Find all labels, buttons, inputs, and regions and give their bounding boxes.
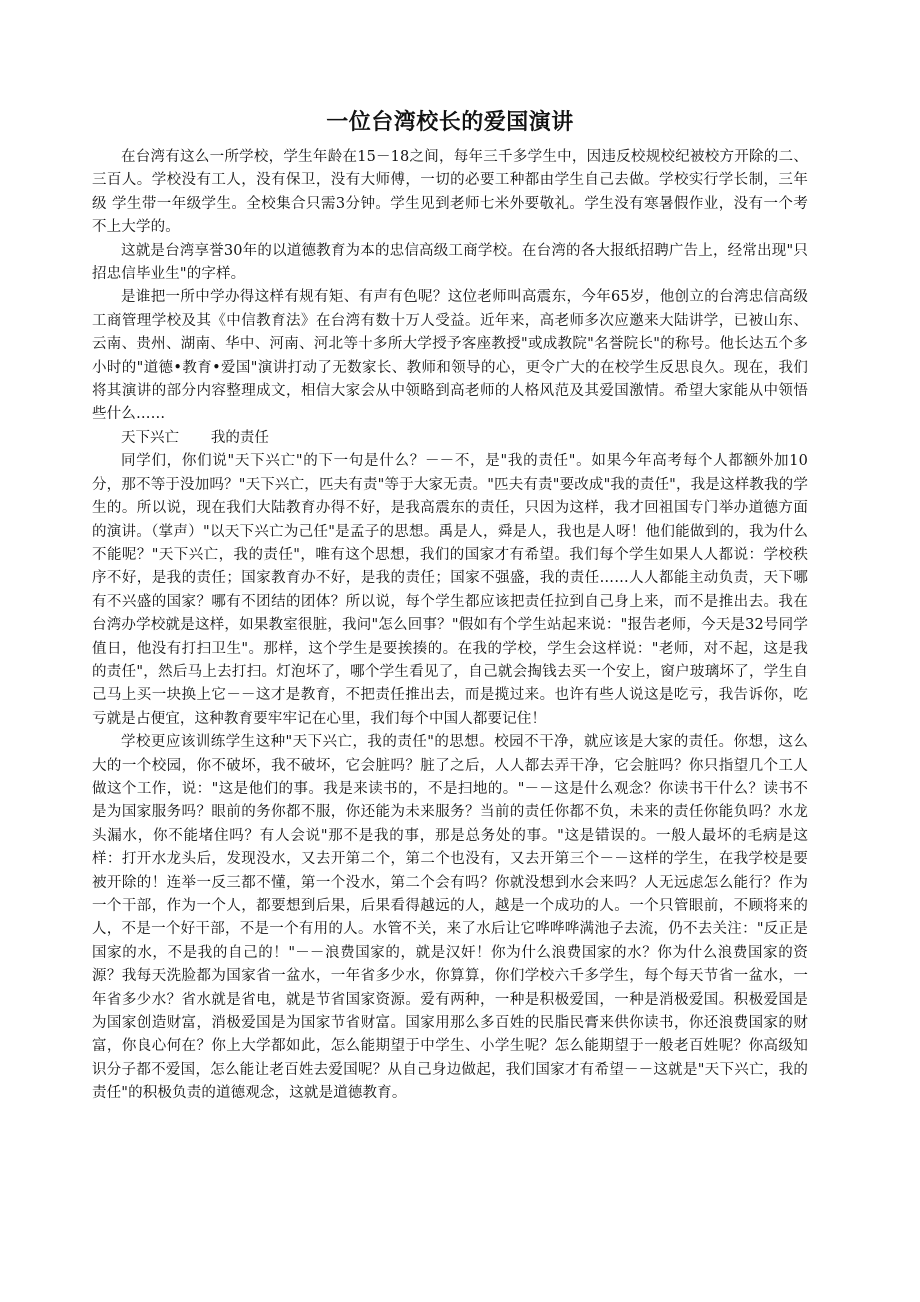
section-heading-right: 我的责任 bbox=[210, 429, 269, 446]
section-heading-left: 天下兴亡 bbox=[121, 429, 179, 446]
paragraph-speech-school-training: 学校更应该训练学生这种"天下兴亡，我的责任"的思想。校园不干净，就应该是大家的责任。你想，这么大的一个校园，你不破坏，我不破坏，它会脏吗？脏了之后，人人都去弄干净，它会脏吗？你只指望几个工人做这个工作，说："这是他们的事。我是来读书的，不是扫地的。"－－这是什么观念？你读书干什么？读书不是为国家服务吗？眼前的务你都不服，你还能为未来服务？当前的责任你都不负，未来的责任你能负吗？水龙头漏水，你不能堵住吗？有人会说"那不是我的事，那是总务处的事。"这是错误的。一般人最坏的毛病是这样：打开水龙头后，发现没水，又去开第二个，第二个也没有，又去开第三个－－这样的学生，在我学校是要被开除的！连举一反三都不懂，第一个没水，第二个会有吗？你就没想到水会来吗？人无远虑怎么能行？作为一个干部，作为一个人，都要想到后果，后果看得越远的人，越是一个成功的人。一个只管眼前，不顾将来的人，不是一个好干部，不是一个有用的人。水管不关，来了水后让它哗哗哗满池子去流，仍不去关注："反正是国家的水，不是我的自己的！"－－浪费国家的，就是汉奸！你为什么浪费国家的水？你为什么浪费国家的资源？我每天洗脸都为国家省一盆水，一年省多少水，你算算，你们学校六千多学生，每个每天节省一盆水，一年省多少水？省水就是省电，就是节省国家资源。爱有两种，一种是积极爱国，一种是消极爱国。积极爱国是为国家创造财富，消极爱国是为国家节省财富。国家用那么多百姓的民脂民膏来供你读书，你还浪费国家的财富，你良心何在？你上大学都如此，怎么能期望于中学生、小学生呢？怎么能期望于一般老百姓呢？你高级知识分子都不爱国，怎么能让老百姓去爱国呢？从自己身边做起，我们国家才有希望－－这就是"天下兴亡，我的责任"的积极负责的道德观念，这就是道德教育。 bbox=[92, 734, 808, 1102]
paragraph-intro-school: 在台湾有这么一所学校，学生年龄在15－18之间，每年三千多学生中，因违反校规校纪被校方开除的二、三百人。学校没有工人，没有保卫，没有大师傅，一切的必要工种都由学生自己去做。学校实行学长制，三年级 学生带一年级学生。全校集合只需3分钟。学生见到老师七米外要敬礼。学生没有寒暑假作业，没有一个考不上大学的。 bbox=[92, 149, 808, 236]
paragraph-speech-responsibility: 同学们，你们说"天下兴亡"的下一句是什么？－－不，是"我的责任"。如果今年高考每个人都额外加10分，那不等于没加吗？"天下兴亡，匹夫有责"等于大家无责。"匹夫有责"要改成"我的责任"，我是这样教我的学生的。所以说，现在我们大陆教育办得不好，是我高震东的责任，只因为这样，我才回祖国专门举办道德方面的演讲。（掌声）"以天下兴亡为己任"是孟子的思想。禹是人，舜是人，我也是人呀！他们能做到的，我为什么不能呢？"天下兴亡，我的责任"，唯有这个思想，我们的国家才有希望。我们每个学生如果人人都说：学校秩序不好，是我的责任；国家教育办不好，是我的责任；国家不强盛，我的责任……人人都能主动负责，天下哪有不兴盛的国家？哪有不团结的团体？所以说，每个学生都应该把责任拉到自己身上来，而不是推出去。我在台湾办学校就是这样，如果教室很脏，我问"怎么回事？"假如有个学生站起来说："报告老师，今天是32号同学值日，他没有打扫卫生"。那样，这个学生是要挨揍的。在我的学校，学生会这样说："老师，对不起，这是我的责任"，然后马上去打扫。灯泡坏了，哪个学生看见了，自己就会掏钱去买一个安上，窗户玻璃坏了，学生自己马上买一块换上它－－这才是教育，不把责任推出去，而是揽过来。也许有些人说这是吃亏，我告诉你，吃亏就是占便宜，这种教育要牢牢记在心里，我们每个中国人都要记住！ bbox=[92, 453, 808, 727]
section-heading bbox=[92, 427, 808, 450]
document-title: 一位台湾校长的爱国演讲 bbox=[326, 110, 574, 135]
paragraph-intro-reputation: 这就是台湾享誉30年的以道德教育为本的忠信高级工商学校。在台湾的各大报纸招聘广告上，经常出现"只招忠信毕业生"的字样。 bbox=[92, 242, 808, 283]
paragraph-intro-founder: 是谁把一所中学办得这样有规有矩、有声有色呢？这位老师叫高震东，今年65岁，他创立的台湾忠信高级工商管理学校及其《中信教育法》在台湾有数十万人受益。近年来，高老师多次应邀来大陆讲学，已被山东、云南、贵州、湖南、华中、河南、河北等十多所大学授予客座教授"或成教院"名誉院长"的称号。他长达五个多小时的"道德•教育•爱国"演讲打动了无数家长、教师和领导的心，更令广大的在校学生反思良久。现在，我们将其演讲的部分内容整理成文，相信大家会从中领略到高老师的人格风范及其爱国激情。希望大家能从中领悟些什么…… bbox=[92, 289, 808, 423]
document-body bbox=[92, 106, 808, 1106]
